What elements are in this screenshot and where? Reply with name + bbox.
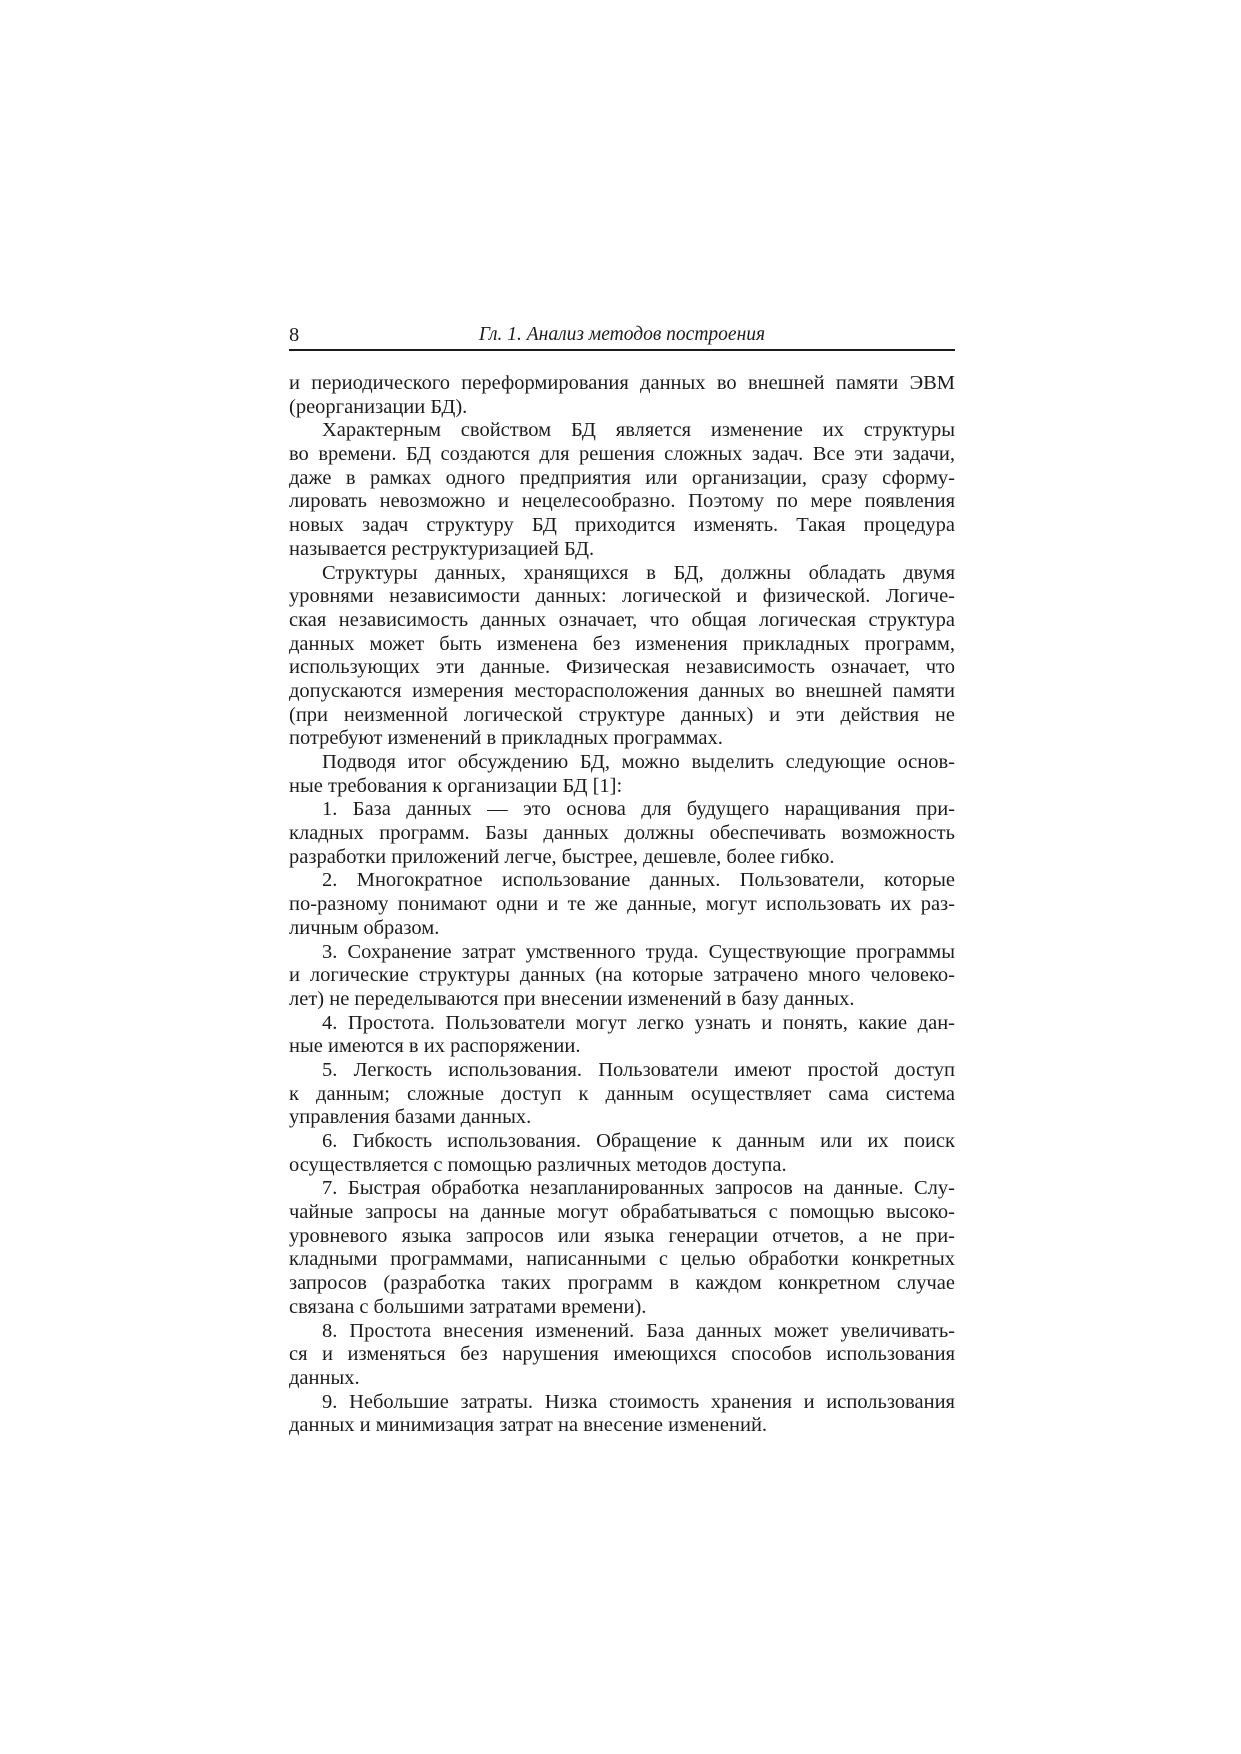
text-line: личным образом. <box>289 916 440 939</box>
text-line: (реорганизации БД). <box>289 395 468 418</box>
text-line: данных может быть изменена без изменения прикладных программ, <box>289 632 955 655</box>
requirement-item-9 <box>289 1391 955 1438</box>
text-line: чайные запросы на данные могут обрабатываться с помощью высоко- <box>289 1201 955 1224</box>
text-line: ся и изменяться без нарушения имеющихся способов использования <box>289 1343 955 1366</box>
text-line: кладными программами, написанными с целью обработки конкретных <box>289 1248 955 1271</box>
text-line: 9. Небольшие затраты. Низка стоимость хранения и использования <box>322 1390 955 1413</box>
text-line: и логические структуры данных (на которые затрачено много человеко- <box>289 964 955 987</box>
text-line: данных и минимизация затрат на внесение изменений. <box>289 1414 768 1437</box>
text-line: кладных программ. Базы данных должны обеспечивать возможность <box>289 822 955 845</box>
running-head-title: Гл. 1. Анализ методов построения <box>478 324 766 345</box>
requirement-item-3 <box>289 941 955 1012</box>
text-line: уровневого языка запросов или языка генерации отчетов, а не при- <box>289 1224 955 1247</box>
body-text <box>289 372 955 1438</box>
text-line: 8. Простота внесения изменений. База данных может увеличивать- <box>322 1319 955 1342</box>
requirement-item-7 <box>289 1177 955 1319</box>
page-number: 8 <box>289 324 300 346</box>
text-line: связана с большими затратами времени). <box>289 1295 647 1318</box>
text-line: запросов (разработка таких программ в каждом конкретном случае <box>289 1272 955 1295</box>
paragraph-data-independence <box>289 562 955 752</box>
requirement-item-2 <box>289 869 955 940</box>
requirement-item-8 <box>289 1320 955 1391</box>
text-line: потребуют изменений в прикладных программах. <box>289 727 723 750</box>
text-line: Структуры данных, хранящихся в БД, должны обладать двумя <box>322 561 955 584</box>
text-line: ные имеются в их распоряжении. <box>289 1035 581 1058</box>
text-line: использующих эти данные. Физическая независимость означает, что <box>289 656 955 679</box>
text-line: по-разному понимают одни и те же данные, могут использовать их раз- <box>289 893 955 916</box>
text-line: называется реструктуризацией БД. <box>289 537 595 560</box>
requirement-item-1 <box>289 798 955 869</box>
text-line: лировать невозможно и нецелесообразно. Поэтому по мере появления <box>289 490 955 513</box>
text-line: новых задач структуру БД приходится изменять. Такая процедура <box>289 514 955 537</box>
text-line: и периодического переформирования данных во внешней памяти ЭВМ <box>289 372 955 394</box>
text-line: 4. Простота. Пользователи могут легко узнать и понять, какие дан- <box>322 1011 955 1034</box>
text-line: ская независимость данных означает, что общая логическая структура <box>289 608 955 631</box>
text-line: управления базами данных. <box>289 1106 532 1129</box>
text-line: 3. Сохранение затрат умственного труда. Существующие программы <box>322 940 955 963</box>
requirement-item-5 <box>289 1059 955 1130</box>
text-line: даже в рамках одного предприятия или организации, сразу сформу- <box>289 466 955 489</box>
text-line: (при неизменной логической структуре данных) и эти действия не <box>289 703 955 726</box>
text-line: данных. <box>289 1366 360 1389</box>
requirement-item-6 <box>289 1130 955 1177</box>
paragraph-requirements-intro <box>289 751 955 798</box>
text-line: во времени. БД создаются для решения сложных задач. Все эти задачи, <box>289 443 955 466</box>
text-line: уровнями независимости данных: логической и физической. Логиче- <box>289 585 955 608</box>
text-line: 5. Легкость использования. Пользователи имеют простой доступ <box>322 1058 955 1081</box>
text-line: Характерным свойством БД является изменение их структуры <box>322 419 955 442</box>
text-line: 2. Многократное использование данных. Пользователи, которые <box>322 869 955 892</box>
paragraph-continued <box>289 372 955 419</box>
header-rule <box>289 349 955 351</box>
requirement-item-4 <box>289 1012 955 1059</box>
text-line: осуществляется с помощью различных методов доступа. <box>289 1153 787 1176</box>
text-line: ные требования к организации БД [1]: <box>289 774 623 797</box>
text-line: 1. База данных — это основа для будущего наращивания при- <box>322 798 955 821</box>
text-line: допускаются измерения месторасположения данных во внешней памяти <box>289 679 955 702</box>
text-line: к данным; сложные доступ к данным осуществляет сама система <box>289 1082 955 1105</box>
text-line: 7. Быстрая обработка незапланированных запросов на данные. Слу- <box>322 1177 955 1200</box>
paragraph-restructuring <box>289 419 955 561</box>
running-header <box>289 323 955 347</box>
text-line: лет) не переделываются при внесении изменений в базу данных. <box>289 987 855 1010</box>
text-line: Подводя итог обсуждению БД, можно выделить следующие основ- <box>322 751 955 773</box>
text-line: разработки приложений легче, быстрее, дешевле, более гибко. <box>289 845 835 868</box>
text-line: 6. Гибкость использования. Обращение к данным или их поиск <box>322 1130 955 1152</box>
